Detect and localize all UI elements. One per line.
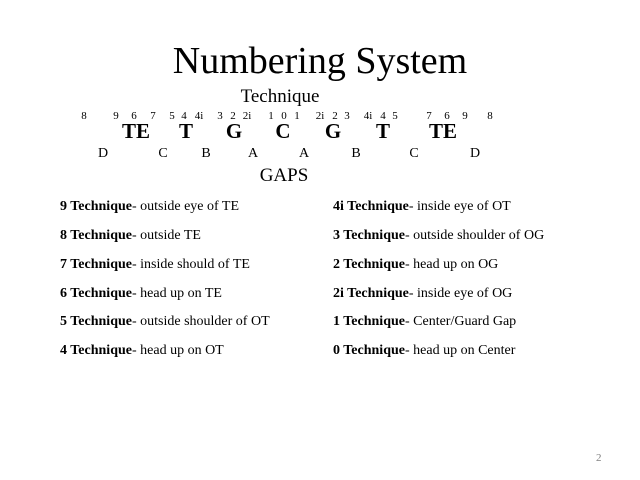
gaps-label: GAPS	[259, 165, 309, 186]
gap-letter: A	[298, 146, 310, 161]
definition-item	[60, 285, 222, 303]
definition-item	[60, 198, 239, 216]
technique-number: 2i	[242, 110, 252, 122]
definition-desc: - outside shoulder of OT	[131, 314, 270, 329]
definition-desc: - head up on OG	[404, 257, 499, 272]
definition-desc: - outside TE	[131, 228, 201, 243]
definition-desc: - head up on OT	[131, 343, 224, 358]
technique-number: 8	[487, 110, 493, 122]
gap-letter: D	[97, 146, 109, 161]
definition-term: 8 Technique	[60, 228, 132, 243]
definition-term: 2 Technique	[333, 257, 405, 272]
definition-term: 5 Technique	[60, 314, 132, 329]
slide-title: Numbering System	[172, 40, 468, 82]
position-tight-end-right: TE	[428, 119, 458, 143]
definition-term: 0 Technique	[333, 343, 405, 358]
gap-letter: C	[409, 146, 419, 161]
technique-number: 6	[131, 110, 137, 122]
gap-letter: A	[247, 146, 259, 161]
technique-number: 6	[444, 110, 450, 122]
definition-item	[60, 227, 201, 245]
gap-letter: C	[158, 146, 168, 161]
position-center: C	[275, 119, 291, 143]
gap-letter: B	[351, 146, 361, 161]
definition-item	[60, 313, 270, 331]
definition-item	[333, 313, 516, 331]
page-number: 2	[596, 452, 602, 464]
definition-desc: - outside shoulder of OG	[404, 228, 545, 243]
technique-number: 5	[169, 110, 175, 122]
position-guard-right: G	[324, 119, 342, 143]
technique-number: 0	[281, 110, 287, 122]
definition-item	[60, 342, 224, 360]
technique-number: 4i	[194, 110, 204, 122]
technique-number: 4i	[363, 110, 373, 122]
definition-item	[333, 198, 511, 216]
gap-letter: D	[469, 146, 481, 161]
definition-item	[333, 227, 544, 245]
definition-item	[60, 256, 250, 274]
definition-term: 2i Technique	[333, 286, 409, 301]
technique-number: 2	[332, 110, 338, 122]
position-tackle-right: T	[375, 119, 391, 143]
definition-term: 7 Technique	[60, 257, 132, 272]
position-tight-end-left: TE	[121, 119, 151, 143]
definition-desc: - head up on Center	[404, 343, 516, 358]
technique-number: 7	[150, 110, 156, 122]
technique-number: 5	[392, 110, 398, 122]
definition-desc: - head up on TE	[131, 286, 222, 301]
definition-term: 4 Technique	[60, 343, 132, 358]
technique-number: 4	[380, 110, 386, 122]
definition-item	[333, 342, 515, 360]
technique-number: 9	[462, 110, 468, 122]
technique-number: 1	[268, 110, 274, 122]
definition-desc: - inside should of TE	[131, 257, 250, 272]
definition-desc: - inside eye of OG	[408, 286, 513, 301]
definition-term: 4i Technique	[333, 199, 409, 214]
technique-number: 7	[426, 110, 432, 122]
definition-desc: - Center/Guard Gap	[404, 314, 517, 329]
definition-item	[333, 285, 512, 303]
position-tackle-left: T	[178, 119, 194, 143]
technique-number: 4	[181, 110, 187, 122]
technique-number: 3	[217, 110, 223, 122]
technique-label: Technique	[240, 86, 320, 107]
definition-term: 1 Technique	[333, 314, 405, 329]
technique-number: 3	[344, 110, 350, 122]
definition-term: 9 Technique	[60, 199, 132, 214]
technique-number: 8	[81, 110, 87, 122]
position-guard-left: G	[225, 119, 243, 143]
definition-item	[333, 256, 498, 274]
technique-number: 2	[230, 110, 236, 122]
technique-number: 2i	[315, 110, 325, 122]
definition-desc: - outside eye of TE	[131, 199, 240, 214]
technique-number: 1	[294, 110, 300, 122]
definition-term: 6 Technique	[60, 286, 132, 301]
definition-term: 3 Technique	[333, 228, 405, 243]
gap-letter: B	[201, 146, 211, 161]
definition-desc: - inside eye of OT	[408, 199, 511, 214]
technique-number: 9	[113, 110, 119, 122]
